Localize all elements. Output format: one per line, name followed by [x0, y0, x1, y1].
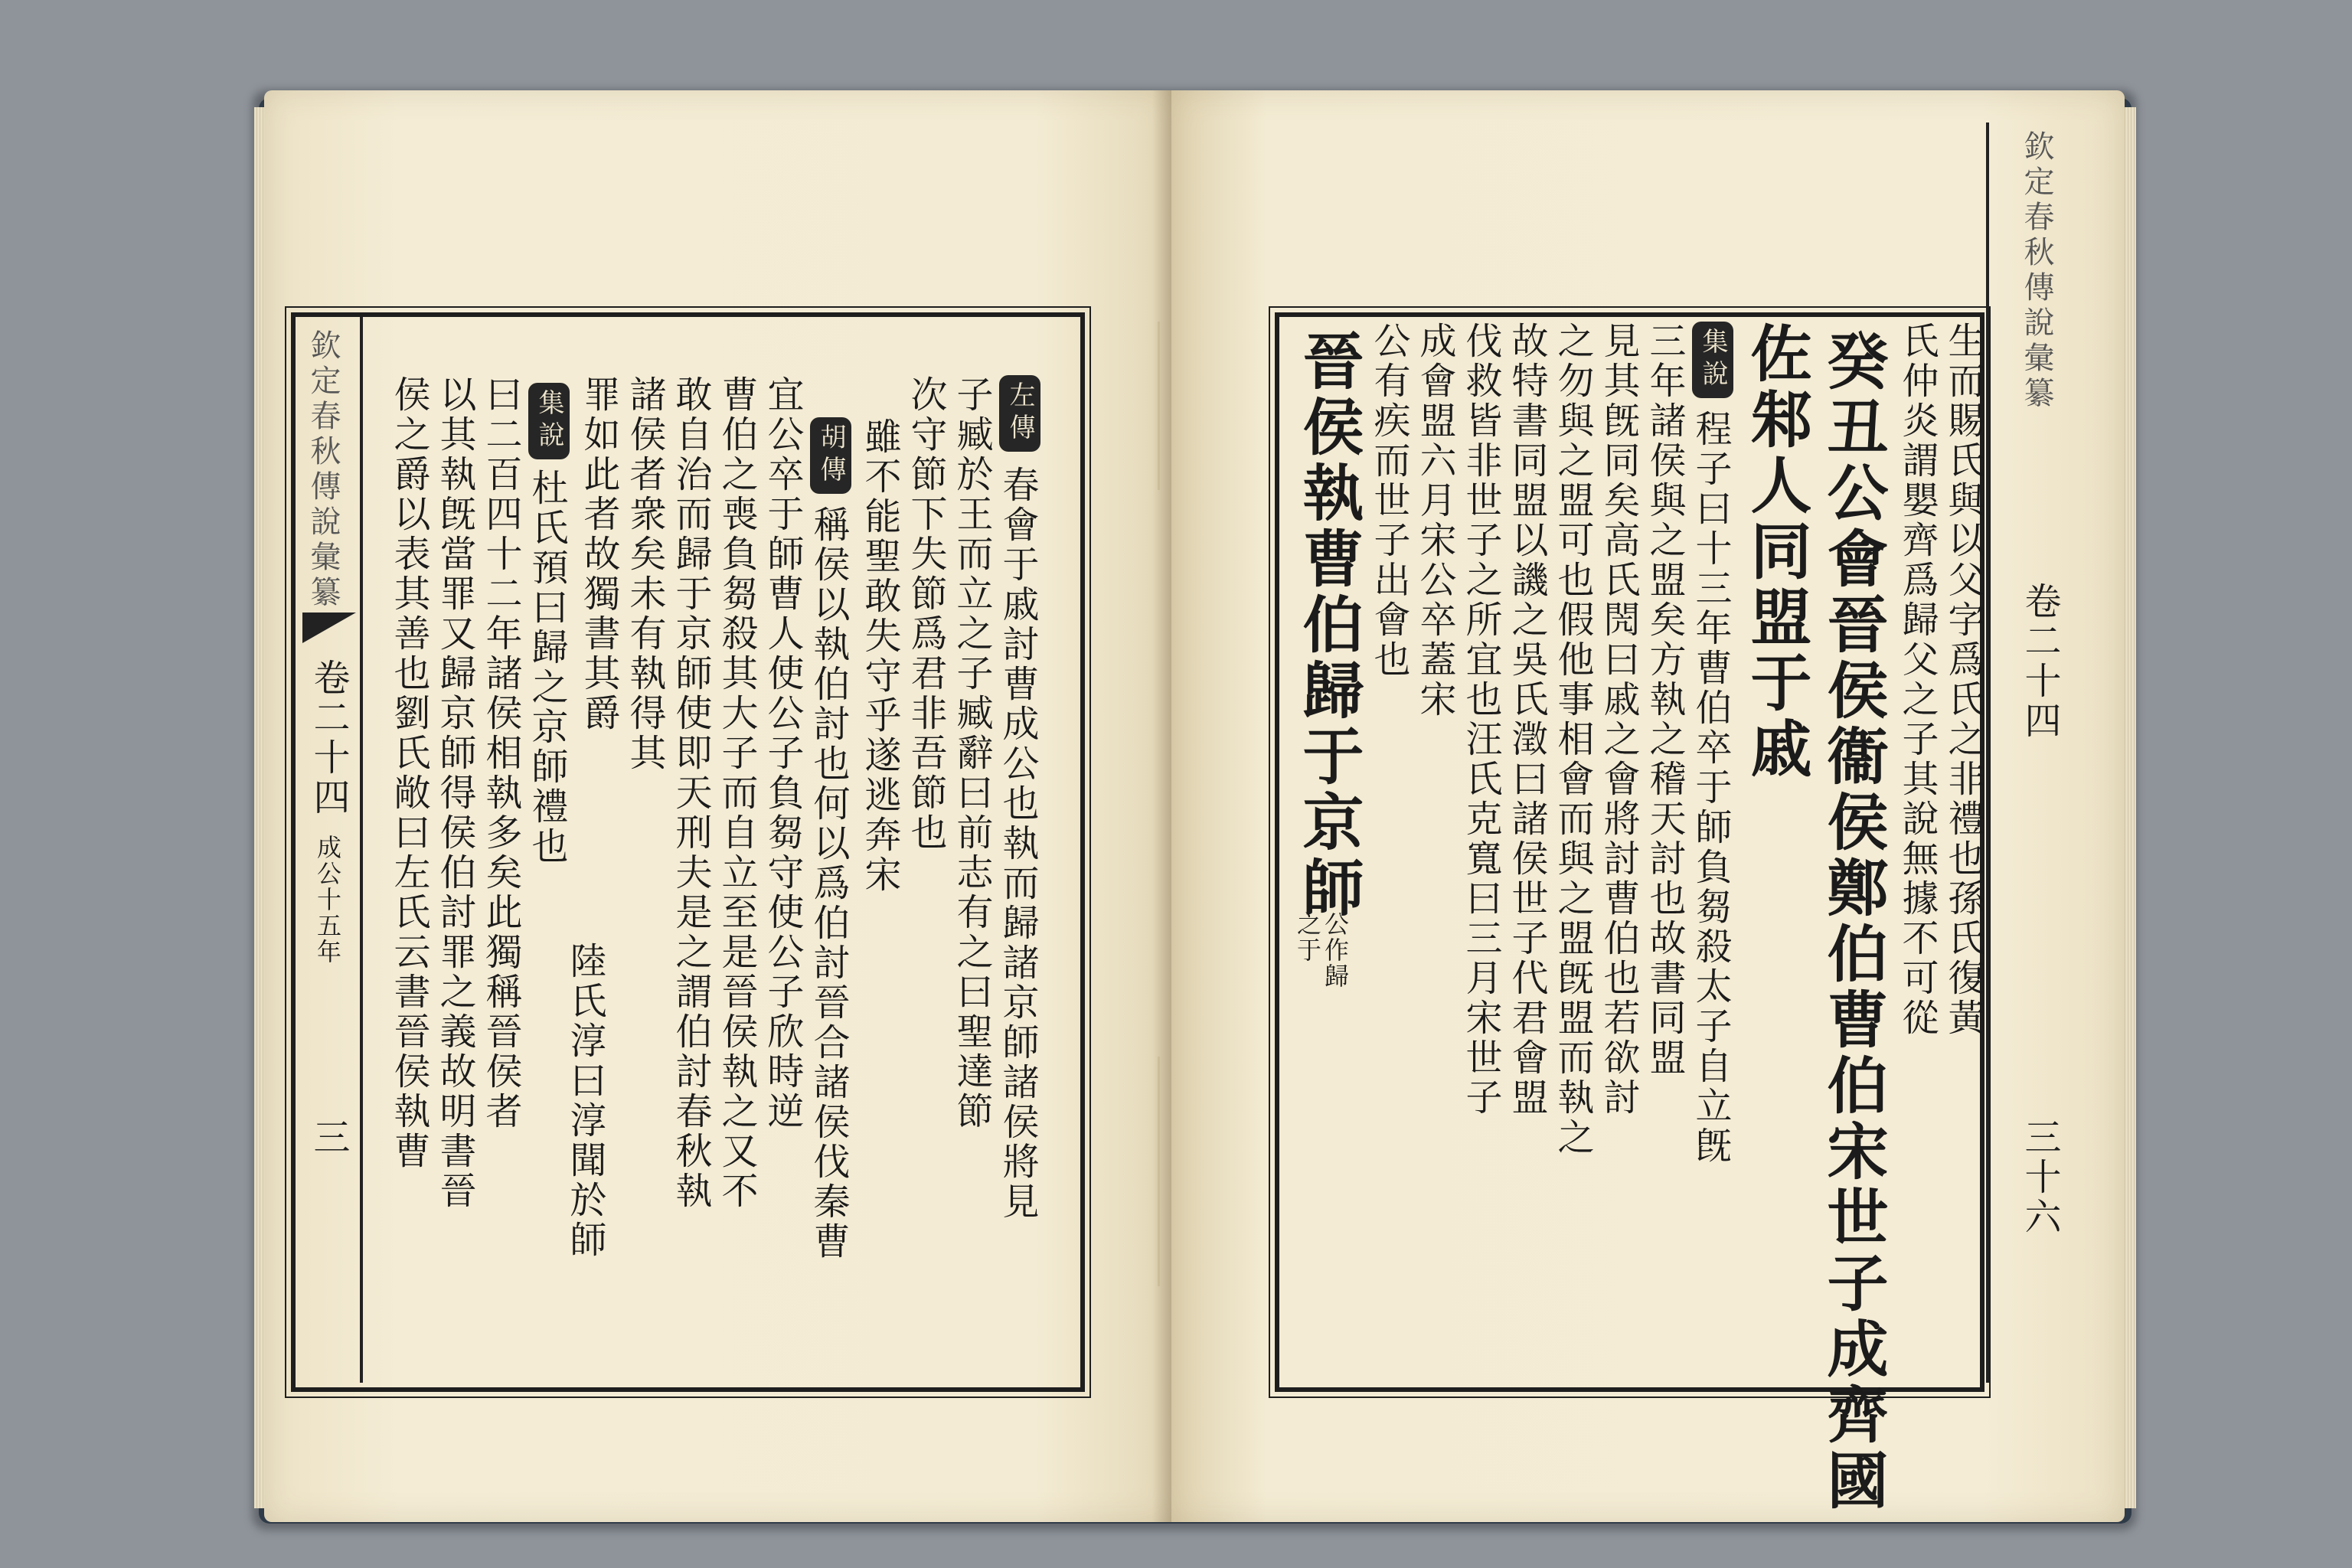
left-col-8: 敢自治而歸于京師使即天刑夫是之謂伯討春秋執 — [669, 375, 712, 1211]
left-col-12: 曰二百四十二年諸侯相執多矣此獨稱晉侯者 — [479, 375, 522, 1132]
left-margin-volume: 卷二十四 — [307, 658, 350, 818]
right-margin-title: 欽定春秋傳說彙纂 — [2019, 130, 2054, 412]
left-col-4: 雖不能聖敢失守乎遂逃奔宋 — [858, 417, 901, 895]
right-pre-col-1: 生而賜氏與以父字爲氏之非禮也孫氏復黃 — [1942, 322, 1984, 1038]
badge-zuozhuan: 左傳 — [999, 375, 1040, 452]
right-col-2: 三年諸侯與之盟矣方執之稽天討也故書同盟 — [1643, 322, 1686, 1078]
left-col-2: 子臧於王而立之子臧辭曰前志有之曰聖達節 — [950, 375, 993, 1132]
left-col-6: 宜公卒于師曹人使公子負芻守使公子欣時逆 — [761, 375, 804, 1132]
small-note-zhiyu: 之于 — [1293, 911, 1322, 963]
right-margin-rule — [1986, 122, 1989, 1383]
left-col-9: 諸侯者衆矣未有執得其 — [623, 375, 666, 773]
left-col-10: 罪如此者故獨書其爵 — [577, 375, 620, 733]
headline-arrest: 晉侯執曹伯歸于京師 — [1292, 329, 1364, 922]
right-margin-folio: 三十六 — [2018, 1118, 2061, 1237]
small-note-gong: 公作歸 — [1321, 911, 1350, 989]
left-col-14: 侯之爵以表其善也劉氏敞曰左氏云書晉侯執曹 — [387, 375, 430, 1171]
headline-treaty-cont: 佐邾人同盟于戚 — [1740, 322, 1812, 782]
badge-jishuo-right: 集說 — [1692, 322, 1733, 398]
left-sub-column: 陸氏淳曰淳聞於師 — [564, 942, 606, 1260]
left-col-13: 以其執旣當罪又歸京師得侯伯討罪之義故明書晉 — [433, 375, 476, 1211]
right-margin-volume: 卷二十四 — [2018, 582, 2061, 741]
left-col-7: 曹伯之喪負芻殺其大子而自立至是晉侯執之又不 — [715, 375, 758, 1211]
right-col-8: 公有疾而世子出會也 — [1367, 322, 1410, 680]
right-col-7: 成會盟六月宋公卒蓋宋 — [1413, 322, 1456, 720]
right-col-4: 之勿與之盟可也假他事相會而與之盟旣盟而執之 — [1551, 322, 1594, 1158]
right-pre-col-2: 氏仲炎謂嬰齊爲歸父之子其說無據不可從 — [1896, 322, 1939, 1038]
left-col-1: 春會于戚討曹成公也執而歸諸京師諸侯將見 — [996, 466, 1039, 1222]
left-col-11: 杜氏預曰歸之京師禮也 — [525, 469, 568, 867]
binding-thread-1 — [1158, 322, 1160, 490]
left-col-5: 稱侯以執伯討也何以爲伯討晉合諸侯伐秦曹 — [807, 505, 850, 1262]
left-col-3: 次守節下失節爲君非吾節也 — [904, 375, 947, 853]
right-col-3: 見其旣同矣高氏閌曰戚之會將討曹伯也若欲討 — [1597, 322, 1640, 1118]
headline-treaty: 癸丑公會晉侯衞侯鄭伯曹伯宋世子成齊國 — [1817, 329, 1889, 1514]
badge-huzhuan: 胡傳 — [810, 417, 851, 494]
right-col-5: 故特書同盟以譏之吳氏澂曰諸侯世子代君會盟 — [1505, 322, 1548, 1118]
left-margin-section: 成公十五年 — [313, 835, 342, 965]
binding-thread-2 — [1158, 1057, 1160, 1286]
right-col-1: 程子曰十三年曹伯卒于師負芻殺太子自立旣 — [1689, 410, 1732, 1166]
badge-jishuo: 集說 — [528, 383, 570, 459]
left-margin-rule — [360, 317, 363, 1383]
right-col-6: 伐救皆非世子之所宜也汪氏克寬曰三月宋世子 — [1459, 322, 1502, 1118]
left-margin-title: 欽定春秋傳說彙纂 — [305, 329, 341, 611]
left-margin-folio: 三 — [307, 1118, 350, 1158]
